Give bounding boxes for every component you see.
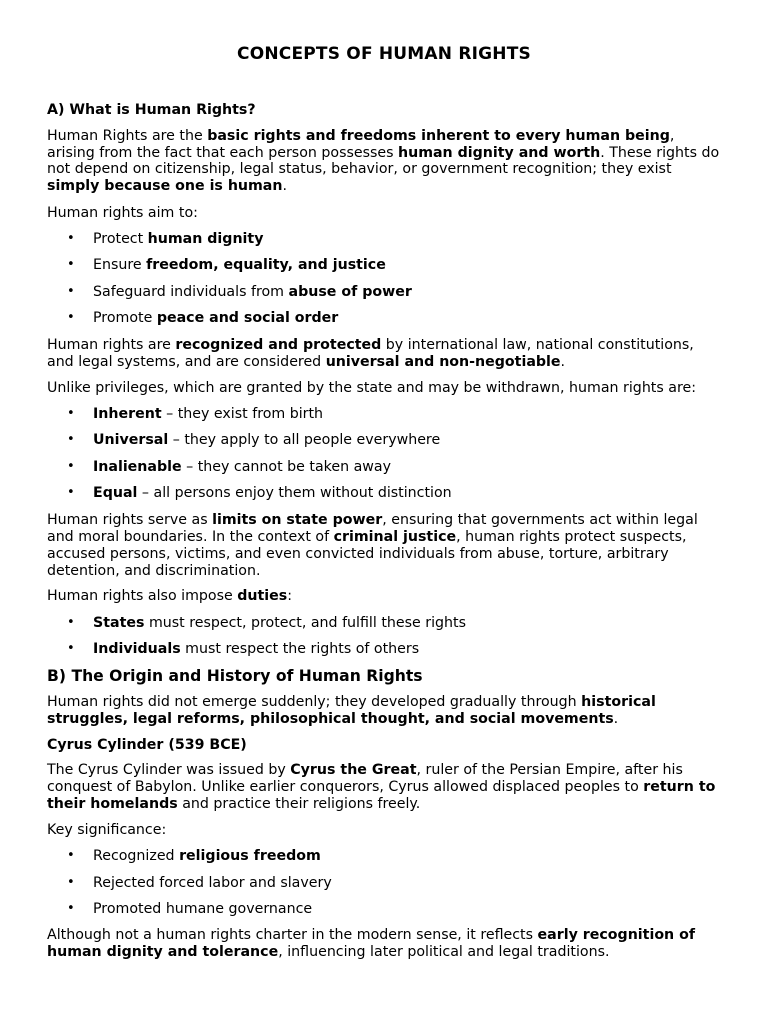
list-item: • Ensure freedom, equality, and justice	[47, 257, 721, 274]
paragraph: Human rights also impose duties:	[47, 588, 292, 605]
section-b-heading: B) The Origin and History of Human Rights	[47, 666, 423, 685]
list-item: • Rejected forced labor and slavery	[47, 875, 721, 892]
paragraph: The Cyrus Cylinder was issued by Cyrus the Great, ruler of the Persian Empire, after his conquest of Babylon. Unlike earlier conquerors, Cyrus allowed displaced peoples to return to their homelands and practice their religions freely.	[47, 762, 716, 812]
list-item: • Individuals must respect the rights of others	[47, 641, 721, 658]
list-item: • Equal – all persons enjoy them without distinction	[47, 485, 721, 502]
paragraph: Although not a human rights charter in the modern sense, it reflects early recognition of human dignity and tolerance, influencing later political and legal traditions.	[47, 926, 696, 960]
paragraph: Key significance:	[47, 821, 167, 838]
page-title: CONCEPTS OF HUMAN RIGHTS	[237, 44, 531, 64]
paragraph: Unlike privileges, which are granted by the state and may be withdrawn, human rights are:	[47, 379, 696, 396]
list-item: • Promoted humane governance	[47, 901, 721, 918]
list-item: • Inherent – they exist from birth	[47, 406, 721, 423]
list-item: • Promote peace and social order	[47, 310, 721, 327]
duties-list	[47, 615, 721, 658]
paragraph: Human rights serve as limits on state power, ensuring that governments act within legal and moral boundaries. In the context of criminal justice, human rights protect suspects, accused persons, victims, and even convicted individuals from abuse, torture, arbitrary detention, and discrimination.	[47, 512, 698, 579]
aims-list	[47, 231, 721, 327]
traits-list	[47, 406, 721, 502]
list-item: • Recognized religious freedom	[47, 848, 721, 865]
list-item: • States must respect, protect, and fulfill these rights	[47, 615, 721, 632]
paragraph: Human rights aim to:	[47, 204, 198, 221]
subsection-heading: Cyrus Cylinder (539 BCE)	[47, 736, 247, 753]
section-a-heading: A) What is Human Rights?	[47, 102, 256, 118]
list-item: • Protect human dignity	[47, 231, 721, 248]
list-item: • Inalienable – they cannot be taken away	[47, 459, 721, 476]
significance-list	[47, 848, 721, 918]
paragraph: Human rights are recognized and protected by international law, national constitutions, and legal systems, and are considered universal and non-negotiable.	[47, 337, 694, 370]
paragraph: Human rights did not emerge suddenly; they developed gradually through historical struggles, legal reforms, philosophical thought, and social movements.	[47, 693, 656, 727]
paragraph: Human Rights are the basic rights and freedoms inherent to every human being, arising from the fact that each person possesses human dignity and worth. These rights do not depend on citizenship, legal status, behavior, or government recognition; they exist simply because one is human.	[47, 127, 720, 195]
list-item: • Universal – they apply to all people everywhere	[47, 432, 721, 449]
list-item: • Safeguard individuals from abuse of power	[47, 284, 721, 301]
